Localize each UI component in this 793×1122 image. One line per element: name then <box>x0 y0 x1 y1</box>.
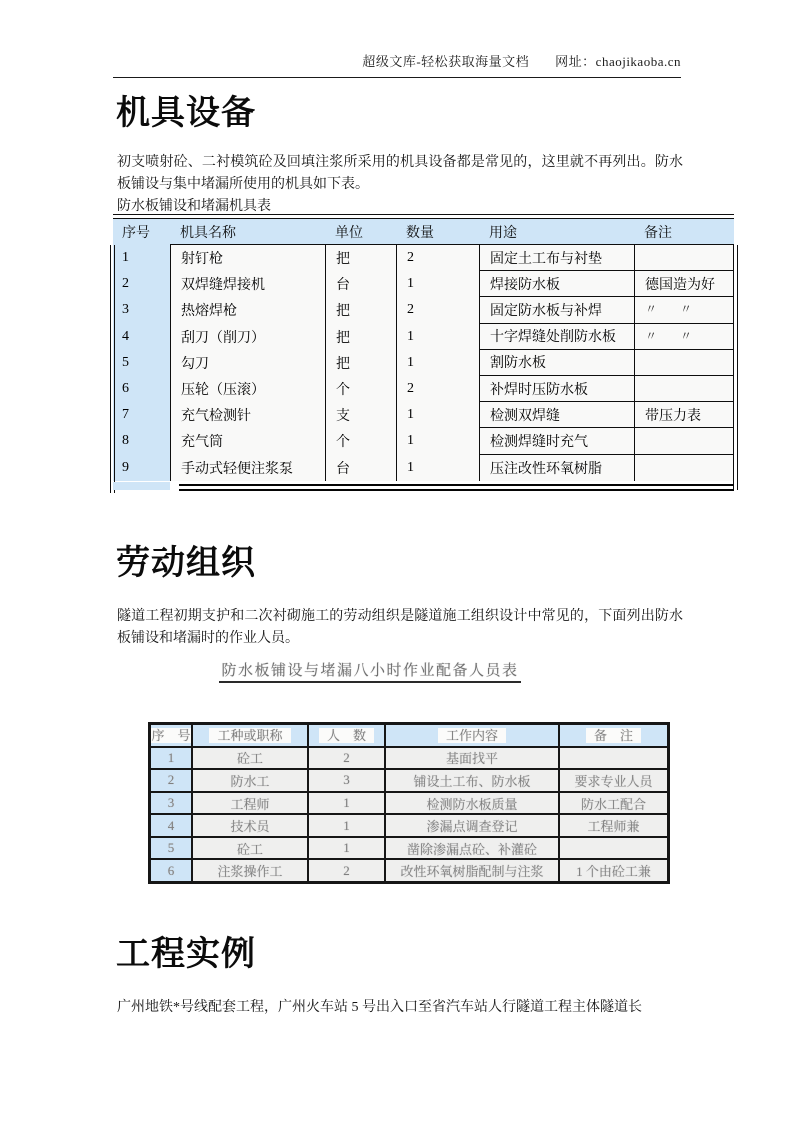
column-header-label: 工作内容 <box>438 728 506 743</box>
table-cell-ditto-mark: 〃 〃 <box>634 297 734 323</box>
watermark-url-label: 网址： <box>555 54 596 69</box>
watermark-slogan: 超级文库-轻松获取海量文档 <box>362 54 530 69</box>
table-cell: 补焊时压防水板 <box>479 376 634 402</box>
table-cell: 2 <box>396 376 479 402</box>
table-cell: 1 <box>307 815 384 836</box>
column-header <box>191 725 307 746</box>
labor-table-caption-text: 防水板铺设与堵漏八小时作业配备人员表 <box>219 663 520 683</box>
table-cell: 检测焊缝时充气 <box>479 428 634 454</box>
table-cell: 把 <box>325 350 396 376</box>
table-cell: 2 <box>113 271 170 297</box>
table-cell: 2 <box>396 297 479 323</box>
column-header <box>151 725 191 746</box>
table-row <box>113 297 734 323</box>
table-cell-ditto-mark: 〃 〃 <box>634 324 734 350</box>
table-row <box>113 402 734 428</box>
table-cell: 3 <box>113 297 170 323</box>
table-row <box>151 748 667 769</box>
table-cell: 检测防水板质量 <box>384 793 558 814</box>
table-row <box>151 836 667 859</box>
equipment-table-header-row <box>113 219 734 245</box>
table-cell: 十字焊缝处削防水板 <box>479 324 634 350</box>
table-cell: 1 <box>307 838 384 859</box>
table-blue-column-foot <box>113 482 170 490</box>
table-row <box>151 858 667 881</box>
column-header <box>384 725 558 746</box>
table-cell <box>558 838 667 859</box>
table-cell: 支 <box>325 402 396 428</box>
table-cell: 1 <box>396 455 479 481</box>
table-cell: 1 <box>396 402 479 428</box>
table-cell <box>634 245 734 271</box>
column-header-label: 工种或职称 <box>209 728 290 743</box>
column-header-label: 备 注 <box>586 728 641 743</box>
table-cell: 焊接防水板 <box>479 271 634 297</box>
table-left-double-rule <box>110 245 115 493</box>
table-cell: 1 <box>307 793 384 814</box>
table-cell: 德国造为好 <box>634 271 734 297</box>
table-cell: 渗漏点调查登记 <box>384 815 558 836</box>
equipment-table-caption: 防水板铺设和堵漏机具表 <box>117 199 271 214</box>
table-cell: 改性环氧树脂配制与注浆 <box>384 860 558 881</box>
table-cell: 1 个由砼工兼 <box>558 860 667 881</box>
table-cell: 6 <box>113 376 170 402</box>
table-cell: 砼工 <box>191 838 307 859</box>
table-cell: 3 <box>151 793 191 814</box>
table-cell: 3 <box>307 770 384 791</box>
table-cell: 基面找平 <box>384 748 558 769</box>
column-header: 备注 <box>634 219 734 245</box>
table-cell: 压注改性环氧树脂 <box>479 455 634 481</box>
table-cell: 固定防水板与补焊 <box>479 297 634 323</box>
table-cell: 2 <box>307 748 384 769</box>
table-row <box>113 376 734 402</box>
table-cell: 2 <box>396 245 479 271</box>
section-title-equipment: 机具设备 <box>116 95 256 132</box>
table-cell: 手动式轻便注浆泵 <box>170 455 325 481</box>
labor-paragraph: 隧道工程初期支护和二次衬砌施工的劳动组织是隧道施工组织设计中常见的，下面列出防水板铺设和堵漏时的作业人员。 <box>117 609 683 646</box>
table-cell: 7 <box>113 402 170 428</box>
table-cell: 4 <box>113 324 170 350</box>
table-bottom-double-rule <box>179 484 734 491</box>
table-cell: 凿除渗漏点砼、补灌砼 <box>384 838 558 859</box>
table-cell: 6 <box>151 860 191 881</box>
table-cell: 工程师兼 <box>558 815 667 836</box>
table-cell: 1 <box>396 428 479 454</box>
table-cell: 个 <box>325 428 396 454</box>
table-cell <box>634 455 734 481</box>
equipment-table <box>113 214 734 482</box>
table-cell: 4 <box>151 815 191 836</box>
table-cell: 1 <box>396 324 479 350</box>
table-cell: 防水工 <box>191 770 307 791</box>
table-cell: 射钉枪 <box>170 245 325 271</box>
example-paragraph: 广州地铁*号线配套工程，广州火车站 5 号出入口至省汽车站人行隧道工程主体隧道长 <box>117 1000 642 1015</box>
table-cell: 2 <box>151 770 191 791</box>
table-cell: 充气检测针 <box>170 402 325 428</box>
equipment-table-body <box>113 245 734 481</box>
table-cell <box>634 376 734 402</box>
table-row <box>113 428 734 454</box>
table-cell: 个 <box>325 376 396 402</box>
table-cell: 把 <box>325 324 396 350</box>
table-row <box>113 271 734 297</box>
table-row <box>151 813 667 836</box>
table-cell <box>558 748 667 769</box>
section-title-labor: 劳动组织 <box>116 545 256 582</box>
table-cell: 检测双焊缝 <box>479 402 634 428</box>
table-cell: 把 <box>325 245 396 271</box>
table-row <box>113 455 734 481</box>
column-header: 序号 <box>122 226 150 241</box>
table-cell: 固定土工布与衬垫 <box>479 245 634 271</box>
labor-table-header-row <box>151 725 667 748</box>
labor-table-caption <box>115 659 625 680</box>
table-row <box>113 324 734 350</box>
table-cell: 台 <box>325 271 396 297</box>
table-cell: 5 <box>113 350 170 376</box>
table-cell: 8 <box>113 428 170 454</box>
column-header: 用途 <box>479 219 634 245</box>
table-cell: 1 <box>396 271 479 297</box>
column-header-label: 人 数 <box>319 728 374 743</box>
table-cell: 工程师 <box>191 793 307 814</box>
table-cell: 1 <box>396 350 479 376</box>
table-cell: 2 <box>307 860 384 881</box>
table-cell: 砼工 <box>191 748 307 769</box>
table-row <box>151 768 667 791</box>
table-cell: 1 <box>151 748 191 769</box>
table-cell: 要求专业人员 <box>558 770 667 791</box>
table-cell: 割防水板 <box>479 350 634 376</box>
table-cell: 勾刀 <box>170 350 325 376</box>
table-cell: 技术员 <box>191 815 307 836</box>
table-cell: 充气筒 <box>170 428 325 454</box>
table-cell: 9 <box>113 455 170 481</box>
table-cell: 把 <box>325 297 396 323</box>
column-header-label: 序 号 <box>151 728 191 743</box>
column-header <box>558 725 667 746</box>
section-title-example: 工程实例 <box>116 936 256 973</box>
table-row <box>151 791 667 814</box>
table-right-double-rule <box>733 245 738 490</box>
table-cell: 热熔焊枪 <box>170 297 325 323</box>
table-cell <box>634 428 734 454</box>
table-cell: 双焊缝焊接机 <box>170 271 325 297</box>
table-cell: 1 <box>113 245 170 271</box>
table-cell <box>634 350 734 376</box>
watermark-url: chaojikaoba.cn <box>595 54 681 69</box>
table-cell: 铺设土工布、防水板 <box>384 770 558 791</box>
table-cell: 5 <box>151 838 191 859</box>
document-watermark-header <box>113 51 681 78</box>
table-cell: 刮刀（削刀） <box>170 324 325 350</box>
table-cell: 台 <box>325 455 396 481</box>
table-row <box>113 245 734 271</box>
table-row <box>113 350 734 376</box>
column-header <box>307 725 384 746</box>
table-cell: 压轮（压滚） <box>170 376 325 402</box>
column-header: 数量 <box>396 219 479 245</box>
labor-table <box>148 722 670 884</box>
equipment-paragraph: 初支喷射砼、二衬模筑砼及回填注浆所采用的机具设备都是常见的，这里就不再列出。防水板铺设与集中堵漏所使用的机具如下表。 <box>117 155 683 192</box>
table-cell: 注浆操作工 <box>191 860 307 881</box>
column-header: 单位 <box>325 219 396 245</box>
table-cell: 防水工配合 <box>558 793 667 814</box>
column-header: 机具名称 <box>170 219 325 245</box>
table-cell: 带压力表 <box>634 402 734 428</box>
